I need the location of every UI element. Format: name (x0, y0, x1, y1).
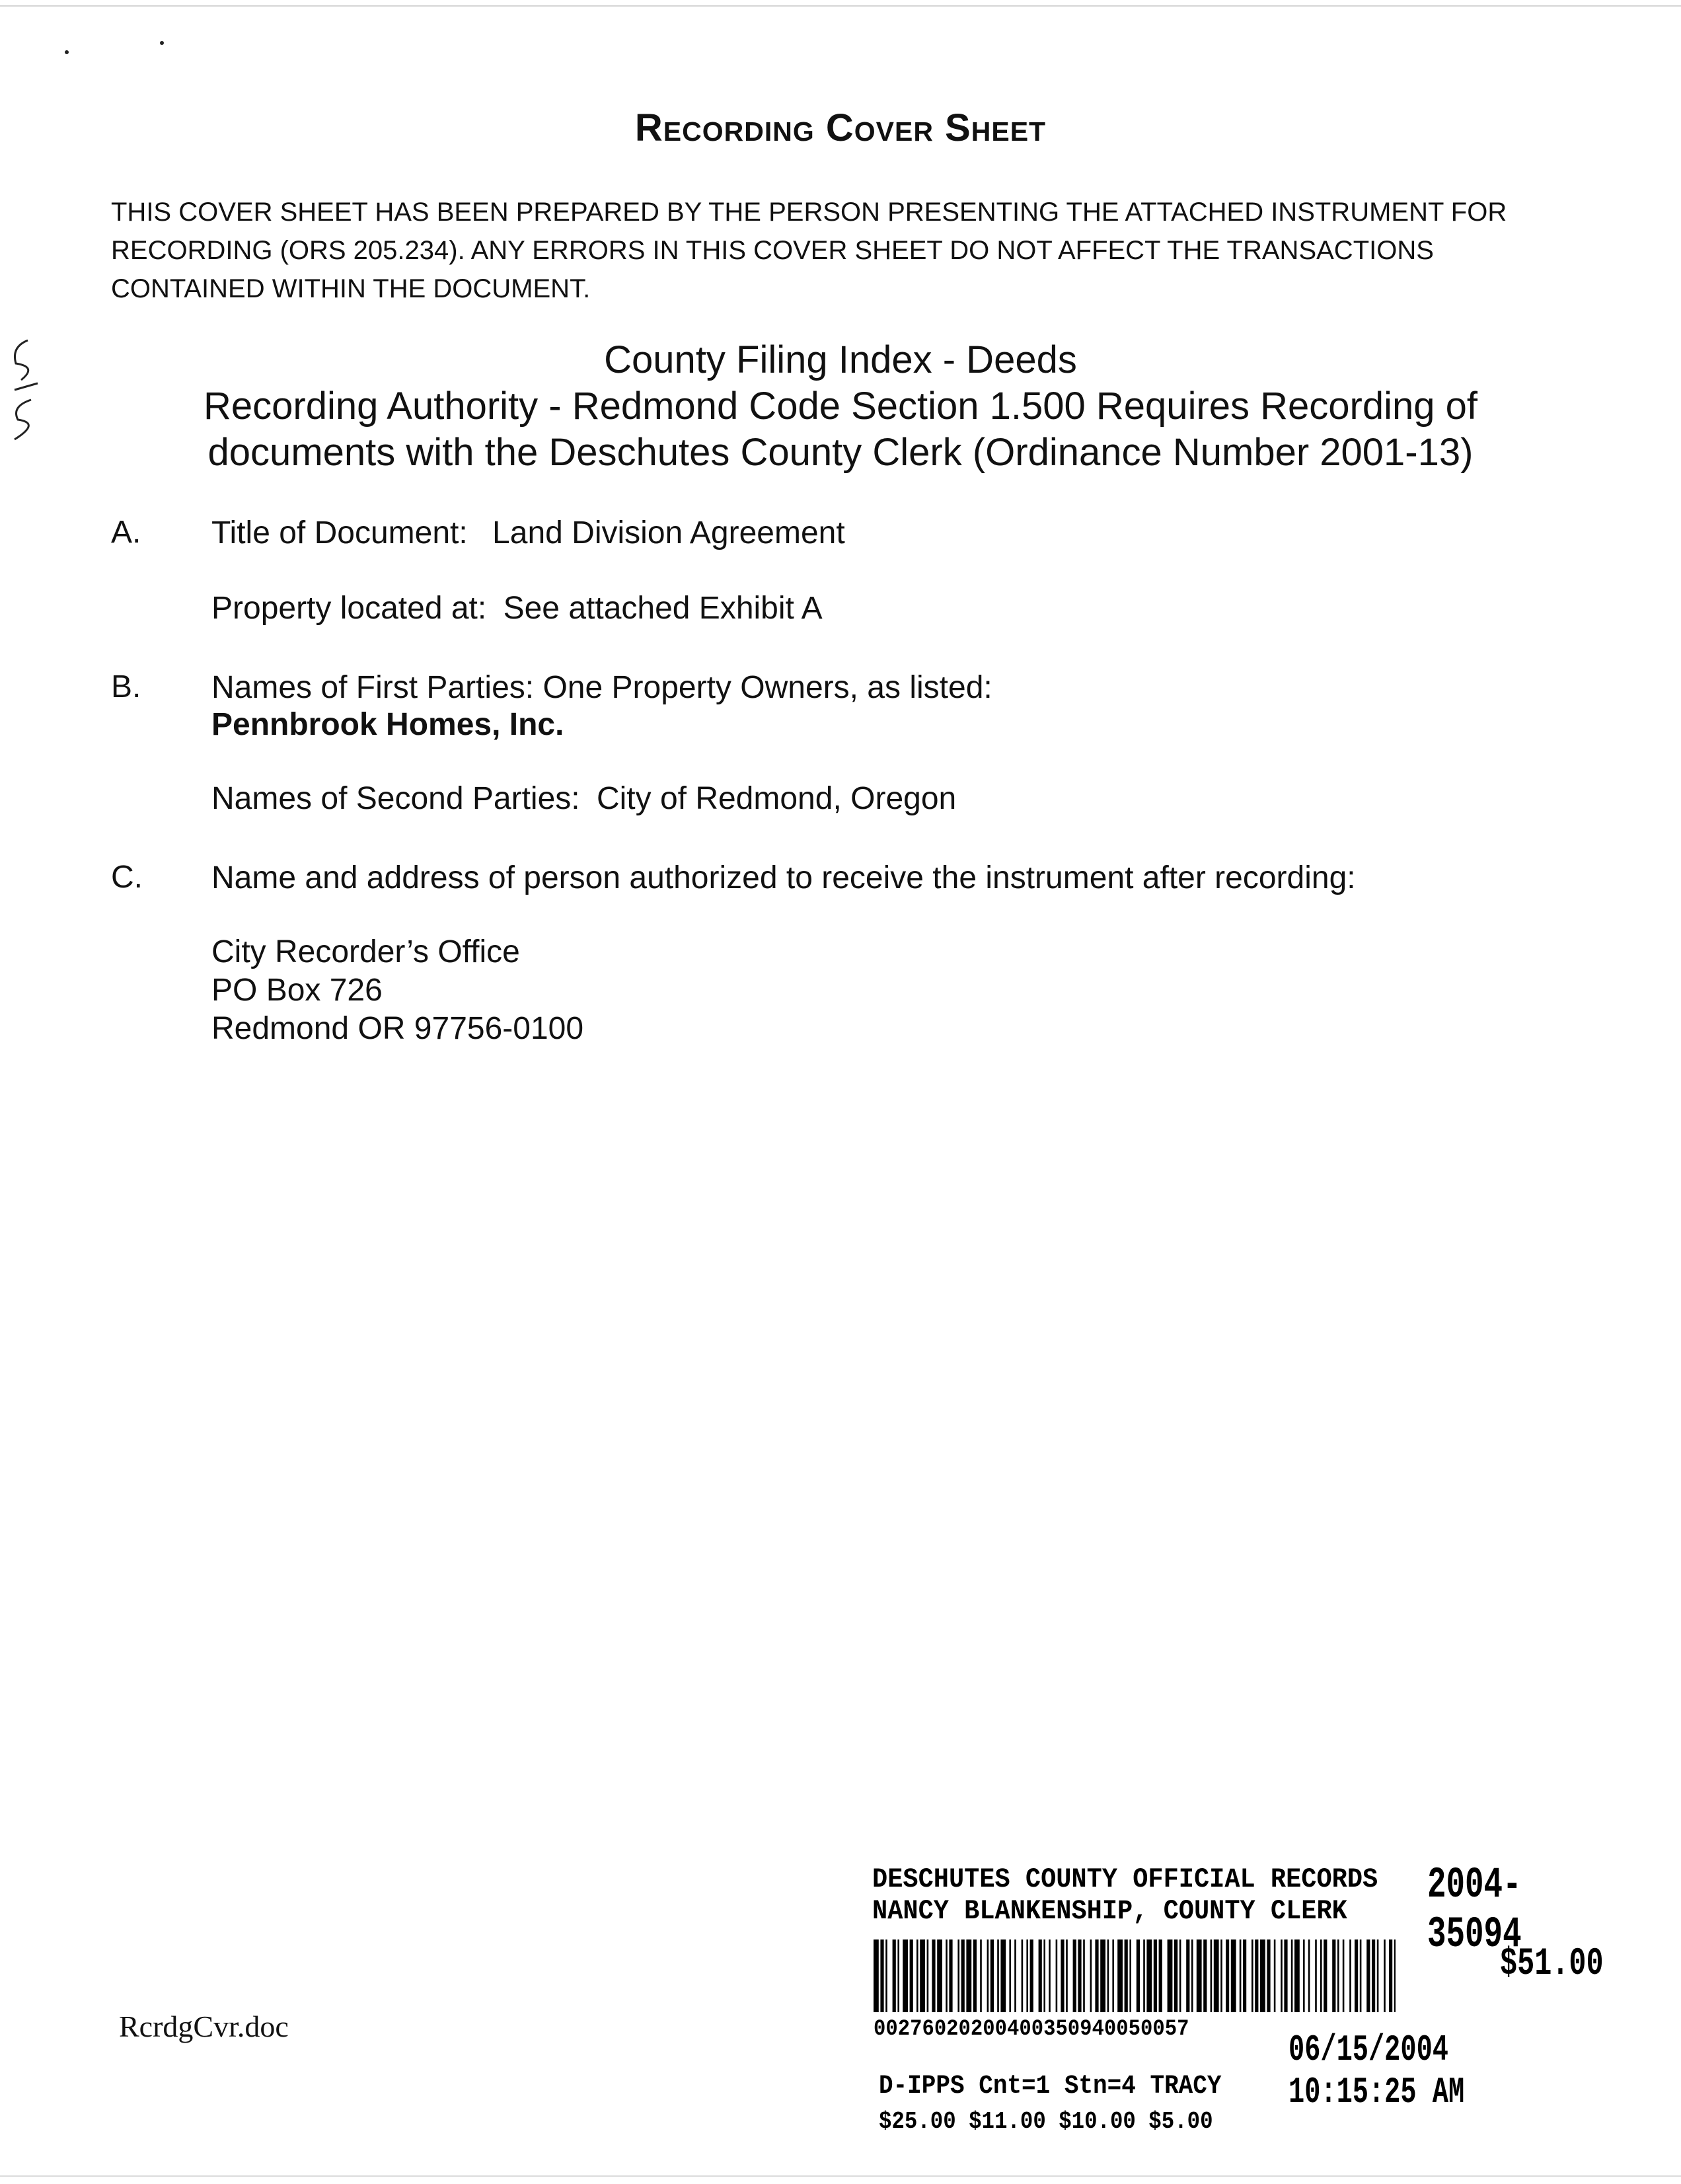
barcode-bar (1143, 1939, 1145, 2012)
barcode-bar (1372, 1939, 1375, 2012)
barcode-bar (966, 1939, 971, 2012)
barcode-bar (1154, 1939, 1157, 2012)
recording-office-line: DESCHUTES COUNTY OFFICIAL RECORDS (872, 1864, 1378, 1895)
station-info: D-IPPS Cnt=1 Stn=4 TRACY (879, 2072, 1222, 2101)
barcode-bar (1332, 1939, 1335, 2012)
barcode-bar (949, 1939, 952, 2012)
address-line: City Recorder’s Office (211, 934, 520, 969)
barcode-bar (1320, 1939, 1322, 2012)
recording-fee: $51.00 (1500, 1943, 1604, 1986)
property-location-row (211, 589, 823, 628)
barcode-bar (1030, 1939, 1033, 2012)
barcode-bar (932, 1939, 935, 2012)
barcode-bar (1191, 1939, 1193, 2012)
barcode (874, 1939, 1396, 2012)
barcode-bar (1355, 1939, 1358, 2012)
barcode-bar (1186, 1939, 1189, 2012)
barcode-bar (1284, 1939, 1287, 2012)
barcode-bar (1377, 1939, 1379, 2012)
barcode-bar (1107, 1939, 1109, 2012)
barcode-bar (1240, 1939, 1242, 2012)
barcode-bar (1049, 1939, 1051, 2012)
barcode-bar (1026, 1939, 1028, 2012)
barcode-bar (1315, 1939, 1317, 2012)
address-line: PO Box 726 (211, 973, 383, 1008)
barcode-bar (916, 1939, 918, 2012)
barcode-bar (1343, 1939, 1345, 2012)
barcode-bar (1083, 1939, 1085, 2012)
section-b-label: B. (111, 669, 141, 704)
barcode-bar (1129, 1939, 1131, 2012)
barcode-bar (1267, 1939, 1270, 2012)
barcode-bar (1039, 1939, 1042, 2012)
intro-paragraph: THIS COVER SHEET HAS BEEN PREPARED BY THE PERSON PRESENTING THE ATTACHED INSTRUMENT FOR RECORDING (ORS 205.234). ANY ERRORS IN THIS COVER SHEET DO NOT AFFECT THE TRANSACTIONS CONTAINED WITHIN THE DOCUMENT. (111, 198, 1507, 303)
barcode-bar (1174, 1939, 1177, 2012)
barcode-bar (1009, 1939, 1011, 2012)
barcode-bar (987, 1939, 989, 2012)
barcode-bar (1220, 1939, 1222, 2012)
barcode-bar (961, 1939, 965, 2012)
barcode-bar (1211, 1939, 1213, 2012)
document-title-value: Land Division Agreement (492, 515, 845, 550)
barcode-bar (973, 1939, 977, 2012)
barcode-bar (1000, 1939, 1006, 2012)
barcode-bar (1159, 1939, 1162, 2012)
barcode-bar (1291, 1939, 1293, 2012)
barcode-bar (946, 1939, 948, 2012)
barcode-bar (1337, 1939, 1339, 2012)
barcode-bar (1179, 1939, 1181, 2012)
barcode-bar (1146, 1939, 1152, 2012)
document-filename: RcrdgCvr.doc (119, 2010, 289, 2043)
fee-breakdown: $25.00 $11.00 $10.00 $5.00 (879, 2108, 1213, 2135)
page-title: Recording Cover Sheet (634, 106, 1047, 149)
barcode-bar (1022, 1939, 1024, 2012)
barcode-bar (880, 1939, 883, 2012)
barcode-bar (893, 1939, 896, 2012)
recipient-address (211, 933, 583, 1048)
barcode-bar (1078, 1939, 1081, 2012)
recording-office (872, 1864, 1378, 1927)
property-location-value: See attached Exhibit A (503, 591, 823, 626)
barcode-bar (927, 1939, 929, 2012)
barcode-bar (874, 1939, 879, 2012)
second-parties-value: City of Redmond, Oregon (596, 781, 957, 816)
barcode-bar (990, 1939, 994, 2012)
barcode-bar (897, 1939, 899, 2012)
second-parties-row (211, 780, 956, 818)
barcode-bar (980, 1939, 982, 2012)
recording-authority-line: Recording Authority - Redmond Code Section 1.500 Requires Recording of (204, 385, 1477, 428)
first-parties-label: Names of First Parties: One Property Owners, as listed: (211, 670, 992, 705)
barcode-number: 00276020200400350940050057 (874, 2017, 1189, 2042)
barcode-bar (1366, 1939, 1370, 2012)
barcode-bar (1117, 1939, 1123, 2012)
document-title-row (211, 514, 845, 552)
barcode-bar (1260, 1939, 1265, 2012)
recording-datetime: 06/15/2004 10:15:25 AM (1289, 2029, 1465, 2113)
barcode-bar (1137, 1939, 1140, 2012)
barcode-bar (903, 1939, 908, 2012)
barcode-bar (1197, 1939, 1202, 2012)
barcode-bar (1308, 1939, 1310, 2012)
recording-authority-line-2: documents with the Deschutes County Clerk (Ordinance Number 2001-13) (207, 431, 1474, 474)
barcode-bar (1324, 1939, 1327, 2012)
barcode-bar (1100, 1939, 1105, 2012)
barcode-bar (1349, 1939, 1351, 2012)
section-a-label: A. (111, 515, 141, 550)
barcode-bar (937, 1939, 942, 2012)
barcode-bar (1090, 1939, 1092, 2012)
recipient-instruction: Name and address of person authorized to receive the instrument after recording: (211, 860, 1356, 895)
barcode-bar (1014, 1939, 1016, 2012)
first-parties-value: Pennbrook Homes, Inc. (211, 707, 564, 742)
barcode-bar (1095, 1939, 1098, 2012)
barcode-bar (1056, 1939, 1058, 2012)
barcode-bar (1281, 1939, 1283, 2012)
scan-line-bottom (0, 2175, 1681, 2177)
barcode-bar (1394, 1939, 1396, 2012)
barcode-bar (1043, 1939, 1045, 2012)
barcode-bar (1294, 1939, 1300, 2012)
scan-speck (65, 50, 69, 54)
scan-speck (160, 41, 164, 45)
property-location-label: Property located at: (211, 591, 487, 626)
barcode-bar (1073, 1939, 1076, 2012)
barcode-bar (1214, 1939, 1219, 2012)
filing-index-line: County Filing Index - Deeds (604, 338, 1077, 381)
address-line: Redmond OR 97756-0100 (211, 1011, 584, 1046)
barcode-bar (1274, 1939, 1276, 2012)
barcode-bar (1125, 1939, 1128, 2012)
record-number: 2004-35094 (1427, 1860, 1522, 1959)
barcode-bar (1226, 1939, 1229, 2012)
barcode-bar (1231, 1939, 1236, 2012)
barcode-bar (920, 1939, 925, 2012)
barcode-bar (1389, 1939, 1392, 2012)
barcode-bar (1384, 1939, 1386, 2012)
barcode-bar (957, 1939, 959, 2012)
scan-line-top (0, 5, 1681, 7)
barcode-bar (1203, 1939, 1207, 2012)
county-clerk-line: NANCY BLANKENSHIP, COUNTY CLERK (872, 1895, 1347, 1927)
barcode-bar (1303, 1939, 1305, 2012)
barcode-bar (1243, 1939, 1246, 2012)
barcode-bar (1066, 1939, 1068, 2012)
section-c-label: C. (111, 860, 143, 895)
barcode-bar (910, 1939, 913, 2012)
barcode-bar (1061, 1939, 1064, 2012)
barcode-bar (885, 1939, 887, 2012)
document-title-label: Title of Document: (211, 515, 468, 550)
filing-index-block (0, 337, 1681, 476)
barcode-bar (997, 1939, 999, 2012)
barcode-bar (1251, 1939, 1253, 2012)
barcode-bar (1112, 1939, 1114, 2012)
barcode-bar (1255, 1939, 1258, 2012)
barcode-bar (1168, 1939, 1173, 2012)
second-parties-label: Names of Second Parties: (211, 781, 580, 816)
barcode-bar (1360, 1939, 1362, 2012)
